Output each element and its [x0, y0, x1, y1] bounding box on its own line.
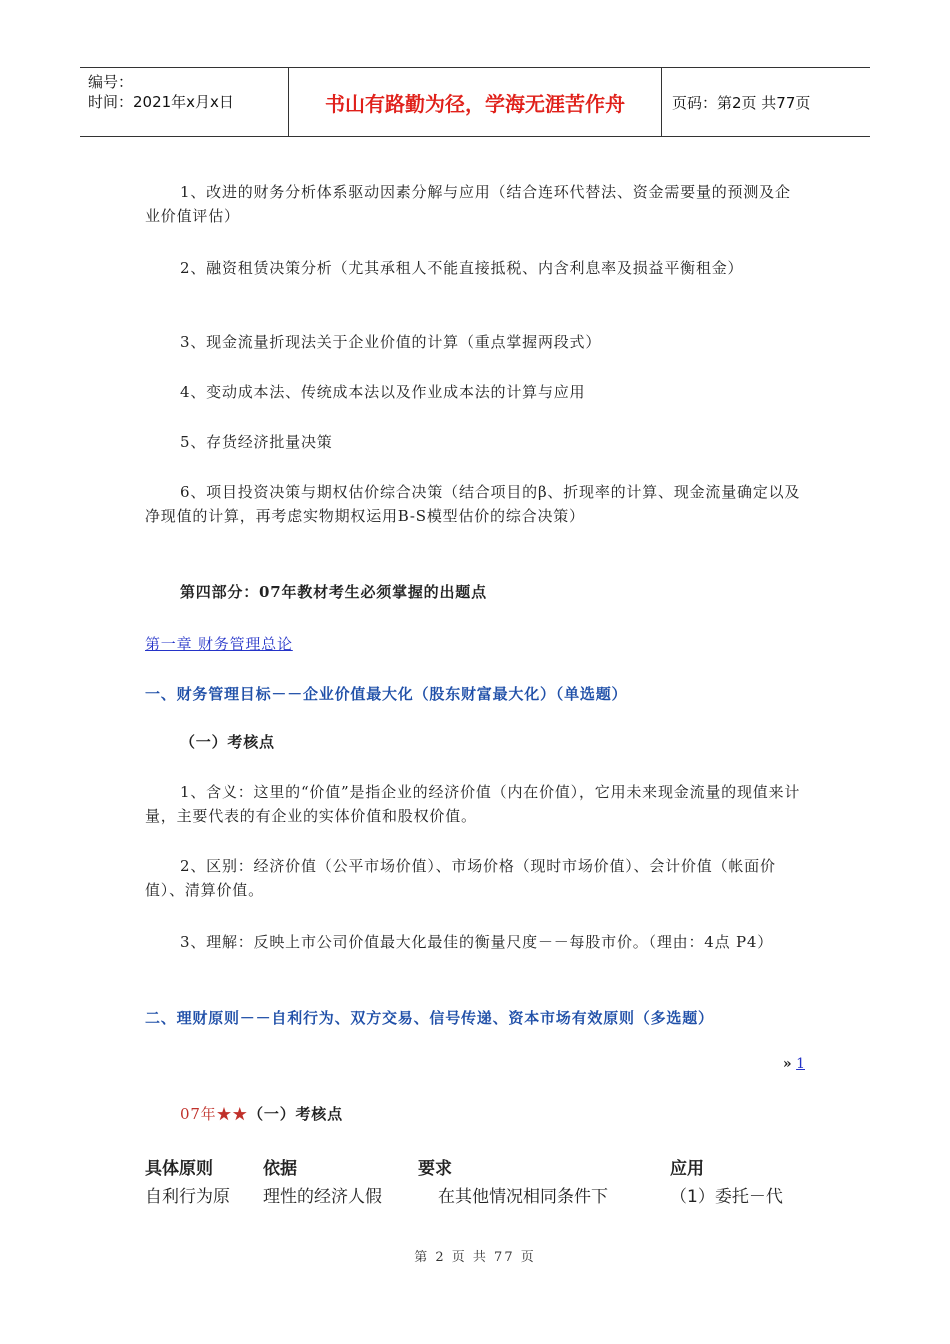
pager-link[interactable]: 1 — [796, 1056, 805, 1072]
table-row — [145, 1183, 805, 1211]
item-5: 5、存货经济批量决策 — [180, 433, 333, 451]
section2-subtitle-row — [145, 1102, 805, 1126]
pager — [783, 1056, 805, 1072]
section1-title: 一、财务管理目标－－企业价值最大化（股东财富最大化）（单选题） — [145, 685, 628, 703]
page-header — [80, 67, 870, 137]
table-header-cell: 要求 — [418, 1159, 452, 1179]
chapter1-link-row — [145, 632, 805, 656]
star-rating: ★★ — [216, 1105, 249, 1123]
date-label: 时间：2021年x月x日 — [88, 93, 234, 111]
table-header-row — [145, 1155, 805, 1183]
year-label: 07年 — [180, 1105, 217, 1123]
table-header-cell: 依据 — [263, 1159, 297, 1179]
section2-title: 二、理财原则－－自利行为、双方交易、信号传递、资本市场有效原则（多选题） — [145, 1009, 714, 1027]
item-6: 6、项目投资决策与期权估价综合决策（结合项目的β、折现率的计算、现金流量确定以及净现值的计算，再考虑实物期权运用B-S模型估价的综合决策） — [145, 483, 801, 525]
item-3: 3、现金流量折现法关于企业价值的计算（重点掌握两段式） — [180, 333, 602, 351]
table-cell: 自利行为原 — [145, 1187, 230, 1207]
number-label: 编号： — [88, 73, 134, 91]
table-header-cell: 应用 — [670, 1159, 704, 1179]
table-header-cell: 具体原则 — [145, 1159, 213, 1179]
section2-subtitle: （一）考核点 — [248, 1105, 343, 1123]
section1-subtitle: （一）考核点 — [180, 733, 275, 751]
item-4: 4、变动成本法、传统成本法以及作业成本法的计算与应用 — [180, 383, 586, 401]
header-motto: 书山有路勤为径，学海无涯苦作舟 — [289, 68, 662, 136]
item-2: 2、融资租赁决策分析（尤其承租人不能直接抵税、内含利息率及损益平衡租金） — [180, 259, 744, 277]
item-1: 1、改进的财务分析体系驱动因素分解与应用（结合连环代替法、资金需要量的预测及企业价值评估） — [145, 183, 791, 225]
section1-point-3: 3、理解：反映上市公司价值最大化最佳的衡量尺度－－每股市价。（理由：4点 P4） — [180, 933, 773, 951]
section1-point-2: 2、区别：经济价值（公平市场价值）、市场价格（现时市场价值）、会计价值（帐面价值）、清算价值。 — [145, 857, 776, 899]
pager-arrow: » — [782, 1056, 792, 1072]
principles-table — [145, 1155, 805, 1211]
header-page-label: 页码：第2页 共77页 — [672, 93, 811, 112]
chapter1-link[interactable]: 第一章 财务管理总论 — [145, 635, 293, 653]
part4-title: 第四部分：07年教材考生必须掌握的出题点 — [180, 583, 487, 601]
table-cell: （1）委托－代 — [670, 1187, 783, 1207]
header-meta — [80, 68, 289, 136]
table-cell: 理性的经济人假 — [263, 1187, 382, 1207]
section1-point-1: 1、含义：这里的“价值”是指企业的经济价值（内在价值），它用未来现金流量的现值来计量，主要代表的有企业的实体价值和股权价值。 — [145, 783, 801, 825]
page-footer: 第 2 页 共 77 页 — [414, 1250, 536, 1265]
table-cell: 在其他情况相同条件下 — [438, 1187, 608, 1207]
